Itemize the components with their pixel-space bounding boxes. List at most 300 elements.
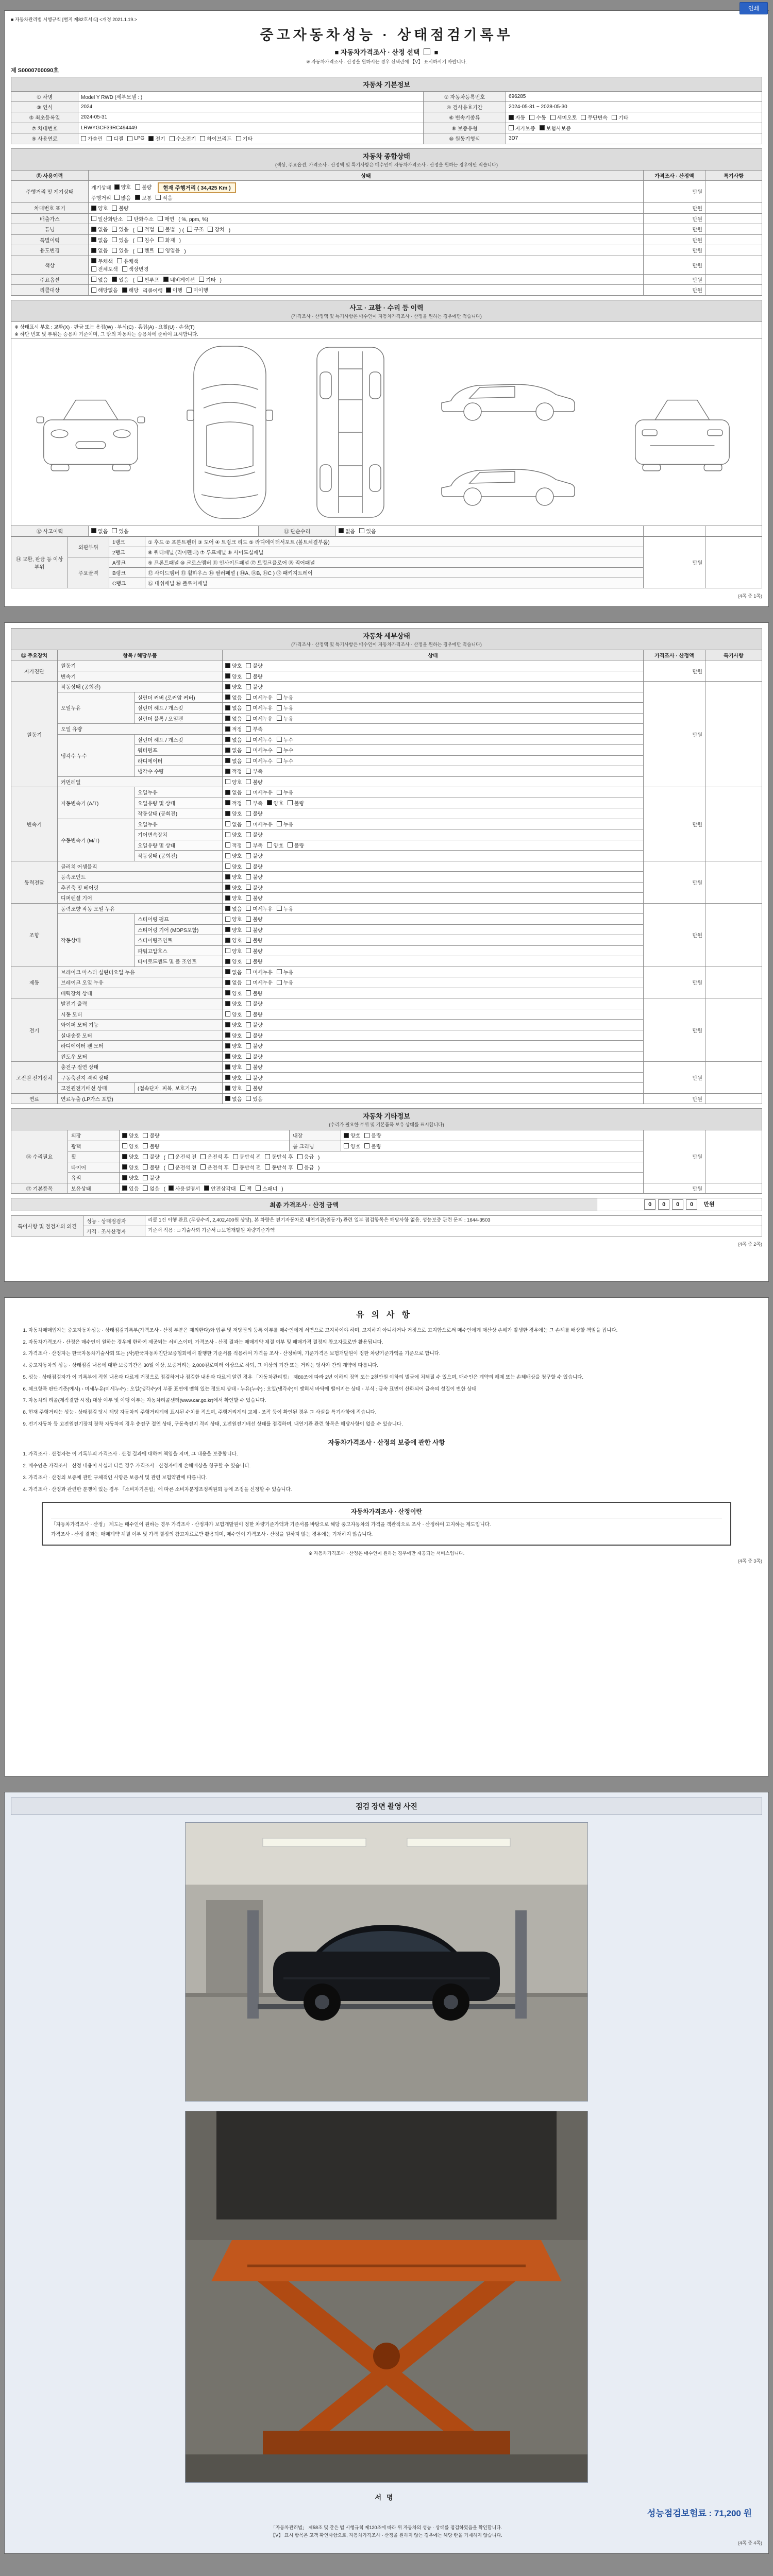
checkbox-option[interactable] — [225, 1063, 242, 1071]
checkbox-option[interactable] — [114, 183, 131, 191]
checkbox-option[interactable] — [138, 236, 154, 244]
checkbox-option[interactable] — [246, 767, 262, 775]
checkbox-option[interactable] — [81, 134, 103, 142]
checkbox-option[interactable] — [225, 884, 242, 891]
checkbox-option[interactable] — [246, 999, 262, 1007]
checkbox-option[interactable] — [612, 113, 628, 121]
checkbox-option[interactable] — [158, 225, 175, 233]
checkbox-option[interactable] — [246, 926, 262, 934]
checkbox-option[interactable] — [158, 246, 180, 254]
checkbox-option[interactable] — [143, 1163, 159, 1171]
checkbox-box — [277, 758, 282, 763]
checkbox-option[interactable] — [158, 236, 175, 244]
checkbox-option[interactable] — [277, 704, 293, 711]
checkbox-option[interactable] — [581, 113, 608, 121]
detail-state — [223, 840, 644, 851]
checkbox-label: 불량 — [253, 674, 263, 680]
print-button[interactable]: 인쇄 — [740, 2, 768, 14]
checkbox-option[interactable] — [169, 1153, 196, 1160]
checkbox-option[interactable] — [246, 746, 273, 754]
checkbox-option[interactable] — [540, 124, 571, 132]
checkbox-option[interactable] — [138, 276, 159, 283]
price-cell: 만원 — [643, 245, 705, 256]
checkbox-label: 없음 — [98, 277, 108, 283]
checkbox-option[interactable] — [246, 757, 273, 765]
checkbox-option[interactable] — [246, 905, 273, 912]
checkbox-option[interactable] — [236, 134, 253, 142]
checkbox-option[interactable] — [225, 894, 242, 902]
checkbox-option[interactable] — [246, 978, 273, 986]
checkbox-option[interactable] — [277, 757, 293, 765]
checkbox-option[interactable] — [122, 1153, 139, 1160]
checkbox-option[interactable] — [246, 915, 262, 923]
item-label: 와이퍼 모터 기능 — [58, 1020, 223, 1030]
price-select-checkbox[interactable] — [424, 48, 430, 55]
checkbox-option[interactable] — [246, 1074, 262, 1081]
checkbox-option[interactable] — [225, 746, 242, 754]
checkbox-option[interactable] — [91, 215, 123, 223]
price-cell: 만원 — [644, 537, 705, 588]
checkbox-option[interactable] — [225, 799, 242, 807]
checkbox-box — [225, 1075, 230, 1080]
checkbox-option[interactable] — [187, 286, 208, 294]
notice-item: 3. 가격조사 · 산정자는 한국자동차기술사회 또는 (사)한국자동차진단보증협회에서 발행한 기준서를 적용하여 가격을 조사 · 산정하며, 기준가격은 보험개발원이 정한 차량기준가액을 기준으로 합니다. — [28, 1350, 757, 1358]
checkbox-option[interactable] — [225, 968, 242, 976]
checkbox-box — [225, 758, 230, 763]
checkbox-box — [170, 136, 175, 141]
device-label: 전기 — [11, 998, 58, 1062]
checkbox-option[interactable] — [509, 113, 525, 121]
checkbox-option[interactable] — [225, 831, 242, 838]
checkbox-option[interactable] — [91, 257, 113, 265]
checkbox-option[interactable] — [246, 1031, 262, 1039]
checkbox-option[interactable] — [225, 725, 242, 733]
checkbox-option[interactable] — [288, 799, 304, 807]
checkbox-option[interactable] — [233, 1163, 261, 1171]
checkbox-label: 적정 — [232, 801, 242, 807]
checkbox-option[interactable] — [246, 683, 262, 690]
checkbox-option[interactable] — [170, 134, 196, 142]
checkbox-option[interactable] — [225, 767, 242, 775]
device-label: 동력전달 — [11, 861, 58, 903]
part-label: 스티어링조인트 — [135, 935, 223, 946]
checkbox-box — [187, 227, 192, 232]
checkbox-option[interactable] — [364, 1142, 381, 1150]
item-label: 오일누유 — [58, 692, 135, 724]
misc-state — [120, 1151, 644, 1162]
inspector-opinion-table — [11, 1215, 762, 1236]
checkbox-option[interactable] — [225, 715, 242, 722]
notice-item: 9. 전기자동차 등 고전원전기장치 장착 자동차의 경우 충전구 절연 상태, 구동축전지 격리 상태, 고전원전기배선 상태를 점검하며, 내연기관 관련 항목은 해당사항이 없을 수 있습니다. — [28, 1421, 757, 1429]
detail-state — [223, 851, 644, 861]
checkbox-option[interactable] — [143, 1142, 159, 1150]
col-state: 상태 — [223, 650, 644, 660]
checkbox-label: 양호 — [129, 1176, 139, 1181]
checkbox-option[interactable] — [225, 978, 242, 986]
checkbox-option[interactable] — [256, 1184, 277, 1192]
checkbox-option[interactable] — [117, 257, 139, 265]
checkbox-label: 양호 — [232, 1054, 242, 1060]
checkbox-option[interactable] — [246, 672, 262, 680]
checkbox-option[interactable] — [122, 286, 139, 294]
detail-state — [223, 988, 644, 998]
checkbox-option[interactable] — [246, 873, 262, 880]
car-side-views-diagram — [427, 342, 587, 522]
checkbox-option[interactable] — [339, 527, 355, 535]
checkbox-option[interactable] — [246, 831, 262, 838]
checkbox-option[interactable] — [246, 799, 262, 807]
checkbox-label: 양호 — [232, 1023, 242, 1028]
checkbox-option[interactable] — [112, 225, 128, 233]
checkbox-option[interactable] — [225, 999, 242, 1007]
usage-state — [89, 234, 644, 245]
checkbox-option[interactable] — [127, 215, 154, 223]
checkbox-box — [91, 266, 96, 272]
checkbox-box — [277, 906, 282, 911]
checkbox-option[interactable] — [204, 1184, 236, 1192]
checkbox-label: 장치 — [214, 227, 225, 233]
checkbox-box — [246, 842, 251, 848]
checkbox-option[interactable] — [225, 778, 242, 786]
checkbox-option[interactable] — [277, 820, 293, 828]
checkbox-label: 있음 — [129, 1186, 139, 1192]
checkbox-option[interactable] — [225, 820, 242, 828]
checkbox-option[interactable] — [246, 788, 273, 796]
page-number: (4쪽 중 4쪽) — [737, 2540, 762, 2546]
checkbox-option[interactable] — [225, 936, 242, 944]
checkbox-option[interactable] — [246, 936, 262, 944]
detail-state — [223, 755, 644, 766]
checkbox-label: 불량 — [119, 206, 129, 212]
notice-item: 5. 성능 · 상태점검자가 이 기록부에 적힌 내용과 다르게 거짓으로 점검하거나 점검한 내용과 다르게 알린 경우 「자동차관리법」 제80조에 따라 2년 이하의 징역 또는 2천만원 이하의 벌금에 처해질 수 있으며, 매수인은 계약의 해제 또는 손해배상을 청구할 수 있습니다. — [28, 1374, 757, 1382]
checkbox-option[interactable] — [246, 704, 273, 711]
checkbox-option[interactable] — [225, 915, 242, 923]
checkbox-option[interactable] — [246, 662, 262, 669]
panel-rank-label: 1랭크 — [109, 537, 145, 547]
checkbox-label: 응급 — [304, 1155, 314, 1160]
checkbox-option[interactable] — [277, 905, 293, 912]
note-cell — [705, 1062, 762, 1094]
checkbox-option[interactable] — [135, 183, 152, 191]
detail-state — [223, 724, 644, 735]
checkbox-option[interactable] — [225, 736, 242, 743]
legend-line-2: ※ 하단 번호 및 부위는 승용차 기준이며, 그 밖의 자동차는 승용차에 준하여 표시합니다. — [14, 331, 198, 337]
checkbox-option[interactable] — [246, 715, 273, 722]
checkbox-label: 해당없음 — [98, 288, 118, 294]
checkbox-option[interactable] — [246, 725, 262, 733]
checkbox-option[interactable] — [509, 124, 535, 132]
checkbox-label: 양호 — [232, 1065, 242, 1071]
checkbox-option[interactable] — [297, 1163, 314, 1171]
field-checks — [506, 112, 762, 123]
basic-items-row — [11, 1183, 762, 1194]
checkbox-option[interactable] — [225, 672, 242, 680]
checkbox-option[interactable] — [200, 1153, 228, 1160]
checkbox-label: 누수 — [283, 758, 294, 765]
checkbox-option[interactable] — [225, 989, 242, 997]
checkbox-option[interactable] — [246, 736, 273, 743]
checkbox-option[interactable] — [156, 194, 172, 201]
detail-header — [11, 629, 762, 650]
checkbox-label: 기타 — [206, 277, 216, 283]
checkbox-label: 네비게이션 — [170, 277, 195, 283]
checkbox-label: 없음 — [232, 1096, 242, 1103]
checkbox-option[interactable] — [143, 1184, 159, 1192]
checkbox-label: 불량 — [253, 1023, 263, 1028]
checkbox-option[interactable] — [277, 693, 293, 701]
checkbox-option[interactable] — [550, 113, 577, 121]
checkbox-option[interactable] — [91, 276, 108, 283]
checkbox-option[interactable] — [208, 225, 224, 233]
checkbox-option[interactable] — [246, 1084, 262, 1092]
checkbox-option[interactable] — [246, 809, 262, 817]
checkbox-box — [277, 737, 282, 742]
checkbox-option[interactable] — [225, 788, 242, 796]
checkbox-option[interactable] — [112, 204, 128, 212]
checkbox-option[interactable] — [225, 1053, 242, 1060]
checkbox-label: 사용설명서 — [175, 1186, 200, 1192]
checkbox-box — [143, 1154, 148, 1159]
checkbox-option[interactable] — [112, 527, 128, 535]
checkbox-option[interactable] — [225, 1074, 242, 1081]
checkbox-option[interactable] — [114, 194, 131, 201]
checkbox-option[interactable] — [246, 1010, 262, 1018]
checkbox-option[interactable] — [225, 1095, 242, 1103]
checkbox-option[interactable] — [246, 852, 262, 859]
checkbox-option[interactable] — [359, 527, 376, 535]
checkbox-option[interactable] — [240, 1184, 252, 1192]
checkbox-option[interactable] — [277, 788, 293, 796]
checkbox-option[interactable] — [267, 799, 283, 807]
part-label: 오일유량 및 상태 — [135, 840, 223, 851]
checkbox-option[interactable] — [135, 194, 152, 201]
checkbox-label: 불량 — [253, 833, 263, 838]
checkbox-option[interactable] — [265, 1163, 293, 1171]
checkbox-option[interactable] — [200, 1163, 228, 1171]
final-price-value — [597, 1198, 762, 1211]
checkbox-option[interactable] — [138, 246, 154, 254]
item-label: 작동상태 — [58, 914, 135, 967]
note-cell — [705, 234, 762, 245]
checkbox-label: 미세누수 — [253, 748, 273, 754]
checkbox-option[interactable] — [122, 1184, 139, 1192]
checkbox-option[interactable] — [169, 1184, 200, 1192]
item-label: 작동상태 (공회전) — [58, 682, 223, 692]
basic-info-row — [11, 112, 762, 123]
checkbox-option[interactable] — [122, 1131, 139, 1139]
checkbox-option[interactable] — [91, 236, 108, 244]
checkbox-option[interactable] — [288, 841, 304, 849]
checkbox-option[interactable] — [91, 204, 108, 212]
checkbox-option[interactable] — [344, 1131, 360, 1139]
checkbox-option[interactable] — [364, 1131, 381, 1139]
device-label: 고전원 전기장치 — [11, 1062, 58, 1094]
checkbox-option[interactable] — [225, 683, 242, 690]
note-cell — [705, 285, 762, 296]
checkbox-option[interactable] — [297, 1153, 314, 1160]
checkbox-option[interactable] — [246, 862, 262, 870]
checkbox-option[interactable] — [199, 276, 215, 283]
item-label: 라디에이터 팬 모터 — [58, 1041, 223, 1052]
checkbox-label: 수소전기 — [176, 137, 196, 142]
item-label: 클러치 어셈블리 — [58, 861, 223, 872]
checkbox-option[interactable] — [112, 276, 128, 283]
usage-state — [89, 180, 644, 203]
item-label: 윈도우 모터 — [58, 1051, 223, 1062]
checkbox-label: 보험사보증 — [546, 126, 571, 132]
checkbox-option[interactable] — [169, 1163, 196, 1171]
detail-state — [223, 819, 644, 829]
checkbox-option[interactable] — [143, 1131, 159, 1139]
inspection-photo-2 — [185, 2111, 588, 2483]
checkbox-box — [225, 990, 230, 995]
checkbox-option[interactable] — [246, 1042, 262, 1049]
item-label: 시동 모터 — [58, 1009, 223, 1020]
usage-state — [89, 203, 644, 214]
detail-state — [223, 692, 644, 703]
checkbox-option[interactable] — [148, 134, 165, 142]
checkbox-option[interactable] — [246, 693, 273, 701]
checkbox-option[interactable] — [225, 957, 242, 965]
checkbox-label: 양호 — [232, 854, 242, 859]
field-label: ④ 검사유효기간 — [424, 102, 506, 112]
checkbox-box — [265, 1164, 270, 1170]
checkbox-option[interactable] — [246, 884, 262, 891]
checkbox-box — [246, 1064, 251, 1070]
checkbox-option[interactable] — [225, 1042, 242, 1049]
checkbox-option[interactable] — [246, 841, 262, 849]
checkbox-option[interactable] — [91, 225, 108, 233]
text-segment: ) — [228, 227, 231, 233]
checkbox-label: 없음 — [232, 790, 242, 796]
part-label: 오일누유 — [135, 819, 223, 829]
checkbox-box — [246, 832, 251, 837]
checkbox-label: 부족 — [253, 769, 263, 775]
checkbox-option[interactable] — [225, 757, 242, 765]
detail-row — [11, 967, 762, 977]
text-segment: ( — [132, 227, 135, 233]
checkbox-option[interactable] — [277, 736, 293, 743]
field-label: ⑨ 사용연료 — [11, 133, 78, 144]
checkbox-option[interactable] — [225, 852, 242, 859]
checkbox-option[interactable] — [122, 1174, 139, 1181]
checkbox-option[interactable] — [91, 286, 118, 294]
checkbox-option[interactable] — [246, 989, 262, 997]
checkbox-option[interactable] — [344, 1142, 360, 1150]
checkbox-option[interactable] — [277, 746, 293, 754]
checkbox-option[interactable] — [225, 1031, 242, 1039]
checkbox-option[interactable] — [225, 862, 242, 870]
checkbox-option[interactable] — [246, 1095, 262, 1103]
checkbox-box — [169, 1164, 174, 1170]
checkbox-option[interactable] — [529, 113, 546, 121]
checkbox-option[interactable] — [225, 1010, 242, 1018]
checkbox-option[interactable] — [225, 704, 242, 711]
checkbox-option[interactable] — [277, 968, 293, 976]
accident-history-state — [89, 526, 259, 536]
checkbox-label: 불량 — [253, 1012, 263, 1018]
checkbox-option[interactable] — [277, 978, 293, 986]
checkbox-option[interactable] — [122, 265, 149, 273]
checkbox-option[interactable] — [163, 276, 195, 283]
checkbox-option[interactable] — [246, 968, 273, 976]
checkbox-box — [122, 1175, 127, 1180]
checkbox-option[interactable] — [91, 527, 108, 535]
checkbox-option[interactable] — [158, 215, 174, 223]
checkbox-option[interactable] — [225, 662, 242, 669]
checkbox-option[interactable] — [122, 1142, 139, 1150]
checkbox-box — [225, 1032, 230, 1038]
checkbox-option[interactable] — [143, 1153, 159, 1160]
checkbox-option[interactable] — [225, 905, 242, 912]
checkbox-option[interactable] — [246, 947, 262, 955]
checkbox-option[interactable] — [143, 1174, 159, 1181]
checkbox-option[interactable] — [107, 134, 123, 142]
checkbox-label: 미세누유 — [253, 716, 273, 722]
checkbox-option[interactable] — [265, 1153, 293, 1160]
checkbox-option[interactable] — [91, 265, 118, 273]
checkbox-option[interactable] — [246, 957, 262, 965]
text-segment: ) — [220, 278, 222, 283]
checkbox-option[interactable] — [187, 225, 204, 233]
checkbox-label: 탄화수소 — [133, 216, 154, 223]
checkbox-option[interactable] — [127, 135, 144, 141]
checkbox-box — [169, 1185, 174, 1191]
checkbox-option[interactable] — [225, 693, 242, 701]
price-cell: 만원 — [643, 787, 705, 861]
checkbox-option[interactable] — [166, 286, 182, 294]
checkbox-option[interactable] — [246, 820, 273, 828]
checkbox-option[interactable] — [112, 236, 128, 244]
text-segment: ( — [163, 1165, 165, 1171]
checkbox-box — [122, 1185, 127, 1191]
checkbox-label: 불량 — [253, 1002, 263, 1007]
checkbox-box — [225, 1086, 230, 1091]
checkbox-option[interactable] — [225, 1021, 242, 1028]
field-value: LRWYGCF39RC494449 — [78, 123, 424, 133]
checkbox-box — [138, 277, 143, 282]
page-number: (4쪽 중 1쪽) — [737, 594, 762, 599]
checkbox-option[interactable] — [225, 947, 242, 955]
text-segment: ) — [281, 1187, 283, 1192]
checkbox-box — [529, 115, 534, 120]
checkbox-option[interactable] — [225, 873, 242, 880]
checkbox-option[interactable] — [112, 246, 128, 254]
checkbox-option[interactable] — [246, 1053, 262, 1060]
checkbox-option[interactable] — [138, 225, 154, 233]
checkbox-option[interactable] — [225, 809, 242, 817]
checkbox-box — [246, 885, 251, 890]
checkbox-option[interactable] — [200, 134, 231, 142]
checkbox-option[interactable] — [246, 894, 262, 902]
checkbox-option[interactable] — [246, 1021, 262, 1028]
checkbox-option[interactable] — [233, 1153, 261, 1160]
checkbox-label: 무단변속 — [587, 115, 608, 121]
checkbox-option[interactable] — [246, 778, 262, 786]
note-cell — [705, 203, 762, 214]
checkbox-option[interactable] — [246, 1063, 262, 1071]
checkbox-option[interactable] — [225, 926, 242, 934]
checkbox-option[interactable] — [267, 841, 283, 849]
checkbox-option[interactable] — [91, 246, 108, 254]
checkbox-option[interactable] — [277, 715, 293, 722]
checkbox-label: 잭 — [246, 1186, 252, 1192]
checkbox-option[interactable] — [225, 1084, 242, 1092]
usage-label: 색상 — [11, 256, 89, 274]
checkbox-option[interactable] — [122, 1163, 139, 1171]
checkbox-option[interactable] — [225, 841, 242, 849]
checkbox-label: 불량 — [253, 1075, 263, 1081]
